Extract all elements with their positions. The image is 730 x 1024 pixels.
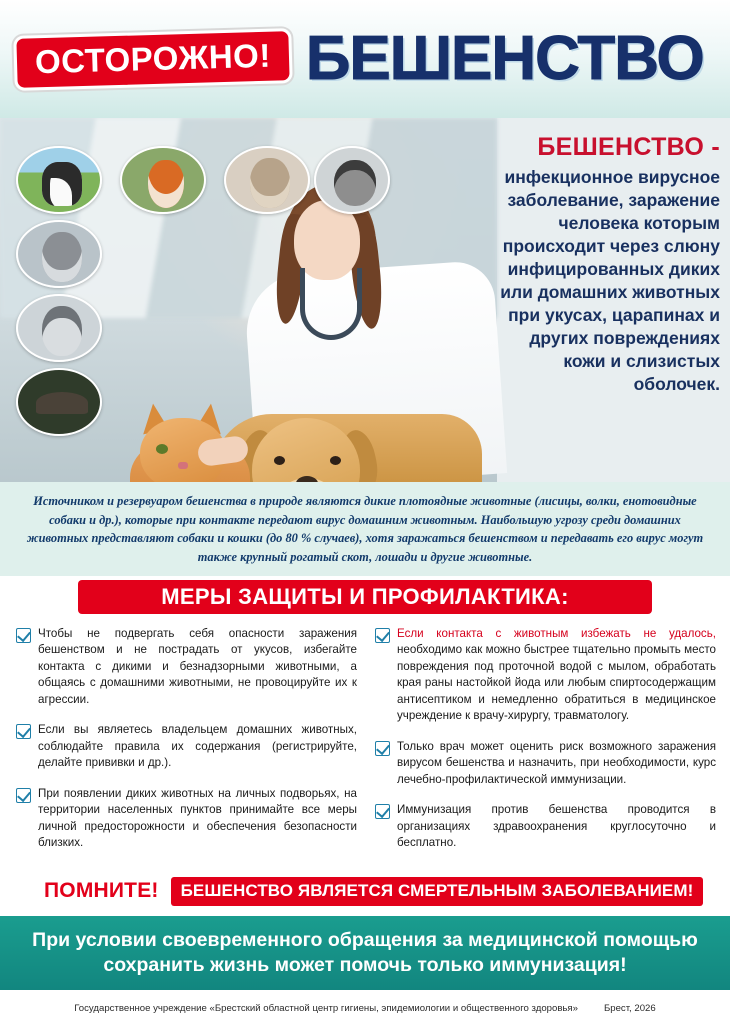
list-item-text: Если вы являетесь владельцем домашних животных, соблюдайте правила их содержания (регистрируйте, делайте прививки и др.). [38,723,357,770]
checkmark-icon [16,724,31,739]
list-item [375,802,716,851]
intro-body: инфекционное вирусное заболевание, заражение человека которым происходит через слюну инфицированных диких или домашних животных при укусах, царапинах и других повреждениях кожи и слизистых оболочек. [500,166,720,395]
source-note-text: Источником и резервуаром бешенства в природе являются дикие плотоядные животные (лисицы, волки, енотовидные собаки и др.), которые при контакте передают вирус домашним животным. Наибольшую угрозу среди домашних животных представляют собаки и кошки (до 80 % случаев), хотя заражаться бешенством и передавать его вирус могут также крупный рогатый скот, лошади и другие животные. [26,494,704,564]
measures-right-column [375,626,716,865]
intro-title: БЕШЕНСТВО - [537,133,720,161]
source-note-band [0,482,730,576]
list-item-rest: необходимо как можно быстрее тщательно промыть место повреждения под проточной водой с мылом, обработать края раны настойкой йода или любым спиртосодержащим антисептиком и немедленно обратиться в медицинское учреждение к врачу-хирургу, травматологу. [397,643,716,723]
checkmark-icon [375,804,390,819]
list-item-text: Чтобы не подвергать себя опасности заражения бешенством и не пострадать от укусов, избегайте контакта с дикими и безнадзорными животными, а общаясь с домашними животными, не провоцируйте их к агрессии. [38,627,357,706]
husky-dog-photo [16,294,102,362]
bat-photo [16,368,102,436]
remember-row [0,872,730,910]
checkmark-icon [16,628,31,643]
measures-section [0,576,730,908]
list-item [16,626,357,708]
remember-badge [171,877,704,906]
organization-name: Государственное учреждение «Брестский областной центр гигиены, эпидемиологии и общественного здоровья» [74,1002,578,1014]
photo-band [0,118,730,482]
fox-photo [120,146,206,214]
remember-text: БЕШЕНСТВО ЯВЛЯЕТСЯ СМЕРТЕЛЬНЫМ ЗАБОЛЕВАНИЕМ! [180,880,694,900]
remember-label: ПОМНИТЕ! [44,879,159,902]
checkmark-icon [16,788,31,803]
footer-line-2: сохранить жизнь может помочь только иммунизация! [103,954,627,976]
cat-photo [224,146,310,214]
credits-row [0,992,730,1024]
checkmark-icon [375,741,390,756]
list-item [375,626,716,725]
measures-banner [78,580,652,614]
footer-banner [0,916,730,990]
page-title: БЕШЕНСТВО [305,24,704,93]
dog-eye-right-shape [330,456,341,465]
cat-eye-left-shape [156,444,168,454]
list-item-text: При появлении диких животных на личных подворьях, на территории населенных пунктов принимайте все меры личной предосторожности и обеспечения безопасности близких. [38,786,357,849]
warning-label: ОСТОРОЖНО! [34,36,272,80]
footer-line-1: При условии своевременного обращения за медицинской помощью [32,929,698,952]
cow-photo [16,146,102,214]
list-item-text: Иммунизация против бешенства проводится в организациях здравоохранения круглосуточно и бесплатно. [397,803,716,849]
city-year: Брест, 2026 [603,1002,656,1014]
dog-eye-left-shape [274,456,285,465]
list-item-text [397,626,716,725]
measures-left-column [16,626,357,865]
list-item [16,722,357,771]
cat-nose-shape [178,462,188,469]
raccoon-photo [314,146,390,214]
list-item [375,739,716,788]
animal-thumbnails [8,138,328,438]
header-inner [14,18,716,100]
wolf-photo [16,220,102,288]
checkmark-icon [375,628,390,643]
list-item-highlight: Если контакта с животным избежать не удалось, [397,627,716,640]
warning-badge [13,28,292,91]
poster-header [0,0,730,118]
list-item-text: Только врач может оценить риск возможного заражения вирусом бешенства и назначить, при необходимости, курс лечебно-профилактической иммунизации. [397,739,716,786]
measures-banner-label: МЕРЫ ЗАЩИТЫ И ПРОФИЛАКТИКА: [161,584,569,609]
intro-block [488,134,720,396]
list-item [16,786,357,852]
measures-columns [16,626,716,865]
